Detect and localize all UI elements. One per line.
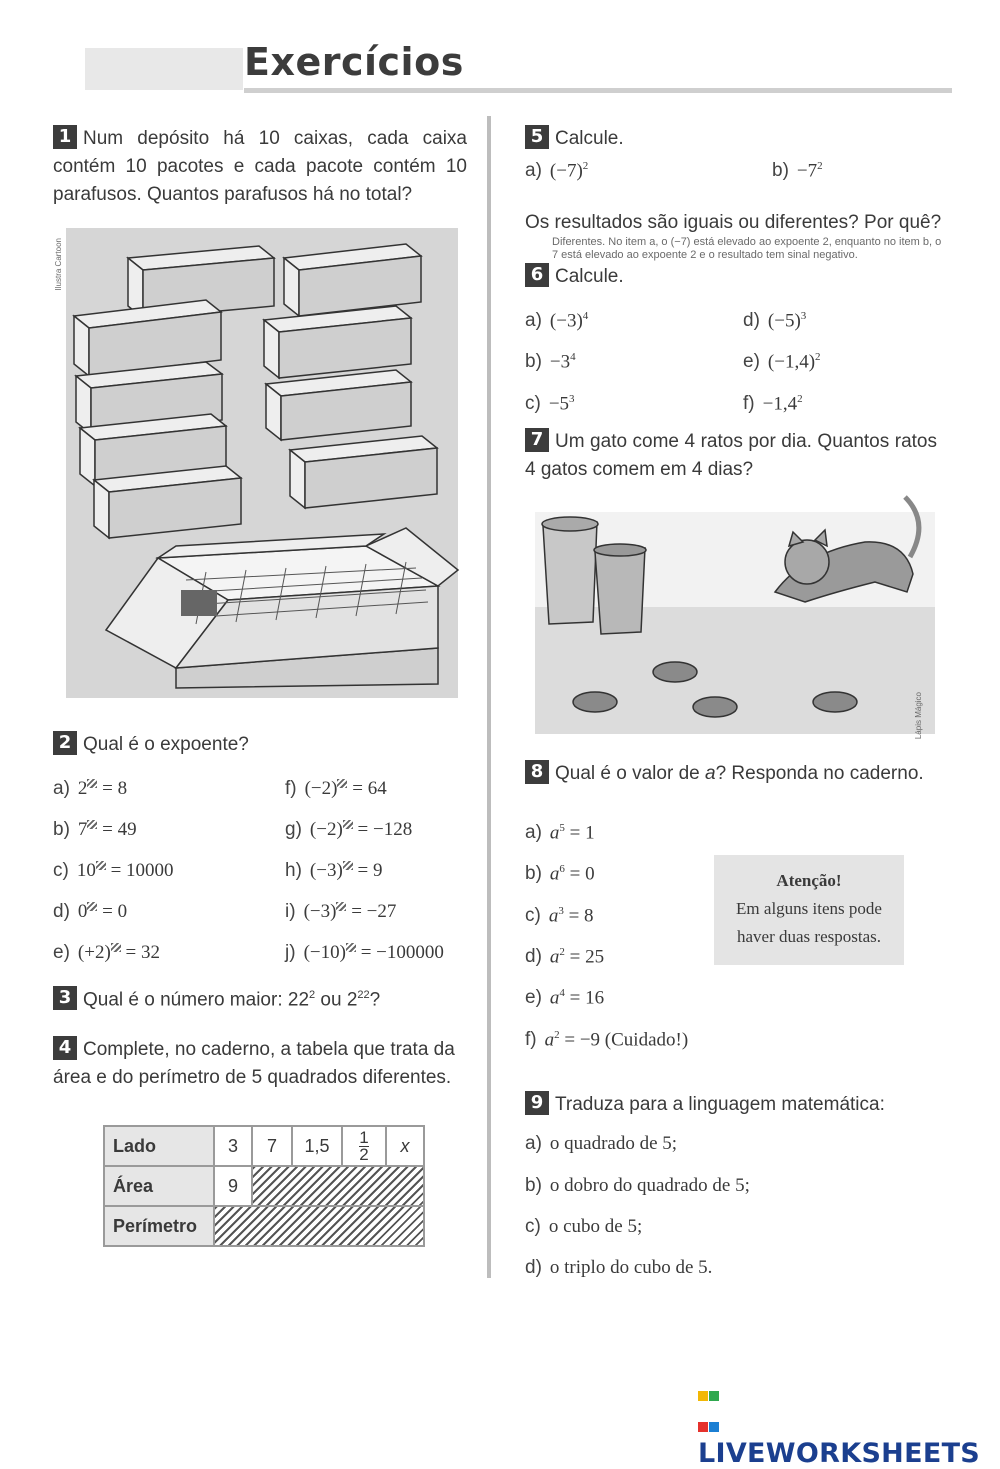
q9-item-a: a) o quadrado de 5; [525,1133,678,1154]
q6-item-c: $c) -5^3$ [525,393,575,415]
question-number: 6 [525,263,549,287]
q6-item-f: $f) -1,4^2$ [743,393,803,415]
blank-exponent [87,902,97,911]
q5-item-a: a) $(-7)^2$ [525,160,589,182]
blank-exponent [346,943,356,952]
table-cell: x [386,1126,424,1166]
q2-item-b: b) 7 = 49 [53,819,137,840]
q6-item-a: a) $(-3)^4$ [525,310,589,332]
table-row [104,1126,424,1166]
question-number: 8 [525,760,549,784]
q2-item-c: c) 10 = 10000 [53,860,174,881]
q5-question: Os resultados são iguais ou diferentes? Por quê? [525,212,942,233]
hatched-cells [252,1166,424,1206]
illustration-credit: Lápis Mágico [914,692,923,740]
q2-item-j: j) (−10) = −100000 [285,942,444,963]
question-8: 8 Qual é o valor de a? Responda no caderno. [525,760,924,788]
question-2 [53,731,249,759]
question-text: Traduza para a linguagem matemática: [555,1094,885,1115]
header-bar [85,48,243,90]
hatched-cells [214,1206,424,1246]
table-cell: $\frac{1}{2}$ [342,1126,386,1166]
q5-item-b: $b) -7^2$ [772,160,823,182]
question-number: 7 [525,428,549,452]
question-text: Qual é o expoente? [83,734,249,755]
column-divider [487,116,491,1278]
table-cell: 9 [214,1166,252,1206]
question-7 [525,428,937,484]
table-row [104,1166,424,1206]
q6-item-e: e) $(-1,4)^2$ [743,351,821,373]
q8-item-f: f) $a^2 = -9$ (Cuidado!) [525,1029,689,1051]
q8-item-d: d) $a^2 = 25$ [525,946,605,968]
q5-answer: Diferentes. No item a, o (−7) está elevado ao expoente 2, enquanto no item b, o 7 está elevado ao expoente 2 e o resultado tem sinal negativo. [552,236,942,261]
q9-item-d: d) o triplo do cubo de 5. [525,1257,713,1278]
question-5 [525,125,624,153]
attention-title: Atenção! [776,871,842,890]
question-text: Um gato come 4 ratos por dia. Quantos ratos 4 gatos comem em 4 dias? [525,431,937,480]
page-title: Exercícios [244,40,464,84]
table-cell: 7 [252,1126,292,1166]
attention-box [714,855,904,965]
q2-item-f: f) (−2) = 64 [285,778,387,799]
q6-item-b: $b) -3^4$ [525,351,576,373]
logo-icon [698,1378,720,1400]
table-header: Área [104,1166,214,1206]
attention-text: haver duas respostas. [737,927,881,946]
cat-rats-illustration [535,482,935,734]
q2-item-i: i) (−3) = −27 [285,901,397,922]
table-cell: 3 [214,1126,252,1166]
illustration-credit: Ilustra Cartoon [54,238,63,291]
question-text: Calcule. [555,266,624,287]
q8-item-b: b) $a^6 = 0$ [525,863,595,885]
q2-item-d: d) 0 = 0 [53,901,128,922]
q6-item-d: d) $(-5)^3$ [743,310,807,332]
q9-item-b: b) o dobro do quadrado de 5; [525,1175,750,1196]
q8-item-e: e) $a^4 = 16$ [525,987,605,1009]
question-number: 1 [53,125,77,149]
question-3: 3 Qual é o número maior: $22^2$ ou $2^{22}$? [53,981,380,1014]
question-number: 3 [53,986,77,1010]
q9-item-c: c) o cubo de 5; [525,1216,643,1237]
blank-exponent [343,861,353,870]
blank-exponent [337,779,347,788]
question-1 [53,125,467,209]
q8-item-c: c) $a^3 = 8$ [525,905,594,927]
blank-exponent [96,861,106,870]
q2-item-a: a) 2 = 8 [53,778,128,799]
question-6 [525,263,624,291]
table-cell: 1,5 [292,1126,342,1166]
header-underline [244,88,952,93]
question-text: Complete, no caderno, a tabela que trata da área e do perímetro de 5 quadrados diferentes. [53,1039,455,1088]
question-text: Calcule. [555,128,624,149]
attention-text: Em alguns itens pode [736,899,882,918]
liveworksheets-logo: LIVEWORKSHEETS [698,1378,1000,1469]
question-number: 4 [53,1036,77,1060]
q2-item-g: g) (−2) = −128 [285,819,413,840]
blank-exponent [343,820,353,829]
q8-item-a: a) $a^5 = 1$ [525,822,595,844]
question-number: 2 [53,731,77,755]
table-row [104,1206,424,1246]
question-9 [525,1091,885,1119]
question-number: 9 [525,1091,549,1115]
q2-item-h: h) (−3) = 9 [285,860,383,881]
blank-exponent [87,779,97,788]
table-header: Lado [104,1126,214,1166]
question-number: 5 [525,125,549,149]
question-text: Num depósito há 10 caixas, cada caixa contém 10 pacotes e cada pacote contém 10 parafusos. Quantos parafusos há no total? [53,128,467,205]
q2-item-e: e) (+2) = 32 [53,942,160,963]
table-header: Perímetro [104,1206,214,1246]
boxes-illustration [66,228,458,698]
blank-exponent [111,943,121,952]
blank-exponent [87,820,97,829]
area-perimeter-table [103,1125,425,1247]
question-4 [53,1036,467,1092]
blank-exponent [336,902,346,911]
